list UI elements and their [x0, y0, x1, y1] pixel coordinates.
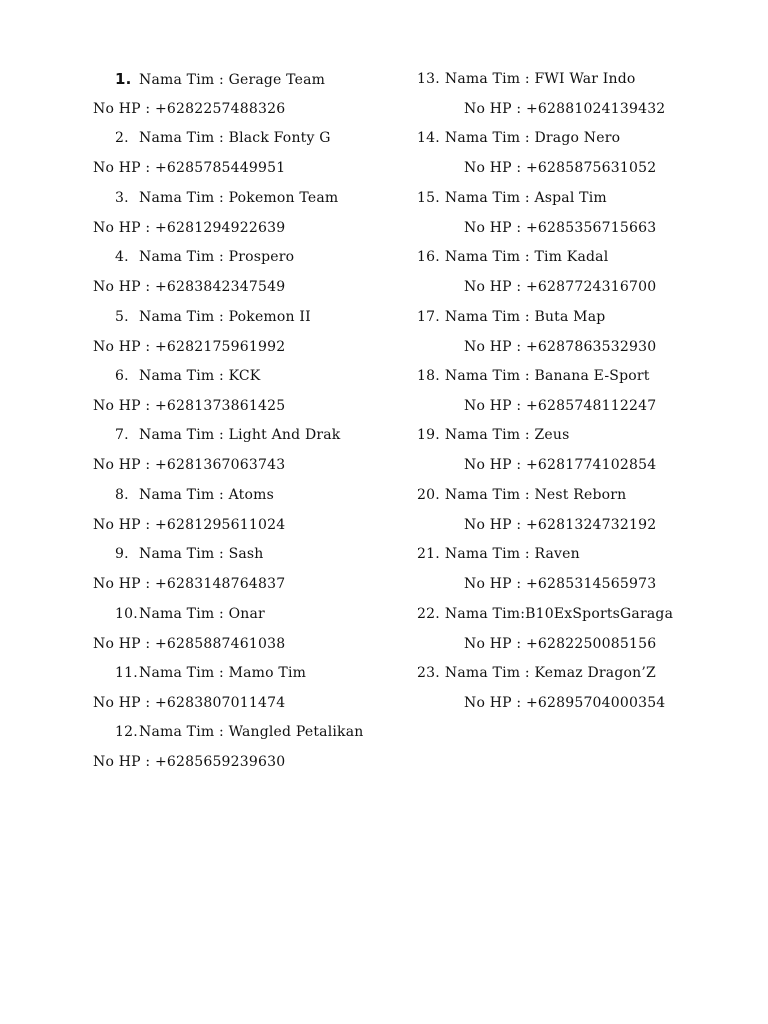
team-entry	[93, 721, 393, 780]
phone-number: No HP : +6283148764837	[93, 576, 286, 593]
phone-number: No HP : +6285659239630	[93, 754, 286, 771]
team-entry	[93, 484, 393, 543]
team-name: Nama Tim : Nest Reborn	[444, 486, 627, 503]
team-entry	[417, 187, 757, 246]
entry-number: 6.	[115, 367, 129, 384]
team-name-line	[417, 484, 626, 506]
team-entry	[417, 484, 757, 543]
entry-number: 19.	[417, 427, 440, 444]
team-name: Nama Tim : Kemaz Dragon’Z	[444, 664, 656, 681]
team-entry	[417, 306, 757, 365]
team-entry	[417, 365, 757, 424]
entry-number: 15.	[417, 189, 440, 206]
team-name: Nama Tim : Tim Kadal	[444, 249, 609, 266]
phone-number: No HP : +6285785449951	[93, 160, 286, 177]
entry-number: 5.	[115, 308, 129, 325]
team-name-line	[417, 187, 607, 209]
entry-number: 23.	[417, 664, 440, 681]
team-name: Nama Tim : Sash	[139, 546, 264, 563]
entry-number: 9.	[115, 546, 129, 563]
team-name: Nama Tim : Prospero	[139, 249, 295, 266]
team-name-line	[115, 424, 341, 446]
team-list-left	[93, 68, 393, 781]
entry-number: 8.	[115, 486, 129, 503]
phone-number: No HP : +6281774102854	[464, 457, 657, 474]
team-name: Nama Tim : KCK	[139, 367, 261, 384]
team-name-line	[417, 306, 605, 328]
entry-number: 18.	[417, 367, 440, 384]
entry-number: 2.	[115, 130, 129, 147]
team-entry	[417, 68, 757, 127]
phone-number: No HP : +6285314565973	[464, 576, 657, 593]
team-name-line	[115, 603, 265, 625]
team-name: Nama Tim : Buta Map	[444, 308, 606, 325]
team-entry	[93, 662, 393, 721]
team-entry	[93, 424, 393, 483]
team-name: Nama Tim : Atoms	[139, 486, 274, 503]
entry-number: 17.	[417, 308, 440, 325]
team-name-line	[115, 246, 294, 268]
team-name-line	[115, 662, 306, 684]
team-entry	[93, 127, 393, 186]
team-name: Nama Tim : FWI War Indo	[444, 71, 636, 87]
phone-number: No HP : +6281294922639	[93, 219, 286, 236]
phone-number: No HP : +6282257488326	[93, 101, 286, 117]
phone-number: No HP : +6281324732192	[464, 516, 657, 533]
phone-number: No HP : +6285875631052	[464, 160, 657, 177]
team-name-line	[115, 484, 274, 506]
team-entry	[93, 603, 393, 662]
team-name: Nama Tim : Zeus	[444, 427, 570, 444]
entry-number: 13.	[417, 71, 440, 87]
team-name-line	[115, 127, 331, 149]
team-name-line	[417, 127, 620, 149]
team-name: Nama Tim : Banana E-Sport	[444, 367, 650, 384]
entry-number: 10.	[115, 605, 138, 622]
phone-number: No HP : +6281373861425	[93, 397, 286, 414]
team-entry	[417, 127, 757, 186]
team-name-line	[417, 662, 656, 684]
team-entry	[417, 662, 757, 721]
team-name-line	[115, 187, 338, 209]
entry-number: 12.	[115, 724, 138, 741]
entry-number: 21.	[417, 546, 440, 563]
team-entry	[93, 306, 393, 365]
entry-number: 1.	[115, 70, 132, 88]
phone-number: No HP : +6283807011474	[93, 694, 286, 711]
phone-number: No HP : +6287863532930	[464, 338, 657, 355]
team-name-line	[417, 68, 636, 90]
entry-number: 11.	[115, 664, 138, 681]
phone-number: No HP : +6285887461038	[93, 635, 286, 652]
phone-number: No HP : +6287724316700	[464, 279, 657, 296]
team-name-line	[417, 424, 569, 446]
team-name-line	[115, 543, 264, 565]
entry-number: 20.	[417, 486, 440, 503]
team-entry	[93, 543, 393, 602]
phone-number: No HP : +62881024139432	[464, 101, 666, 117]
team-name: Nama Tim : Gerage Team	[139, 72, 326, 88]
team-name: Nama Tim:B10ExSportsGaraga	[444, 605, 674, 622]
entry-number: 7.	[115, 427, 129, 444]
team-name: Nama Tim : Black Fonty G	[139, 130, 331, 147]
team-name: Nama Tim : Onar	[139, 605, 265, 622]
team-entry	[417, 246, 757, 305]
entry-number: 3.	[115, 189, 129, 206]
team-entry	[93, 68, 393, 127]
entry-number: 14.	[417, 130, 440, 147]
team-name-line	[115, 68, 325, 90]
team-entry	[93, 187, 393, 246]
entry-number: 4.	[115, 249, 129, 266]
team-name-line	[417, 365, 650, 387]
entry-number: 22.	[417, 605, 440, 622]
team-name-line	[115, 306, 311, 328]
phone-number: No HP : +6285748112247	[464, 397, 657, 414]
team-name-line	[115, 721, 364, 743]
team-name-line	[115, 365, 260, 387]
team-name: Nama Tim : Light And Drak	[139, 427, 341, 444]
team-name: Nama Tim : Pokemon II	[139, 308, 311, 325]
team-name: Nama Tim : Raven	[444, 546, 580, 563]
team-entry	[417, 424, 757, 483]
phone-number: No HP : +6282175961992	[93, 338, 286, 355]
phone-number: No HP : +6285356715663	[464, 219, 657, 236]
team-entry	[417, 543, 757, 602]
phone-number: No HP : +6282250085156	[464, 635, 657, 652]
team-name: Nama Tim : Mamo Tim	[139, 664, 307, 681]
phone-number: No HP : +6281295611024	[93, 516, 286, 533]
team-name: Nama Tim : Drago Nero	[444, 130, 621, 147]
team-list-right	[417, 68, 757, 721]
team-entry	[93, 246, 393, 305]
team-name: Nama Tim : Pokemon Team	[139, 189, 339, 206]
team-name: Nama Tim : Aspal Tim	[444, 189, 607, 206]
phone-number: No HP : +6283842347549	[93, 279, 286, 296]
team-name-line	[417, 543, 580, 565]
entry-number: 16.	[417, 249, 440, 266]
phone-number: No HP : +62895704000354	[464, 694, 666, 711]
phone-number: No HP : +6281367063743	[93, 457, 286, 474]
team-name: Nama Tim : Wangled Petalikan	[139, 724, 364, 741]
team-name-line	[417, 603, 673, 625]
team-name-line	[417, 246, 608, 268]
team-entry	[93, 365, 393, 424]
team-entry	[417, 603, 757, 662]
